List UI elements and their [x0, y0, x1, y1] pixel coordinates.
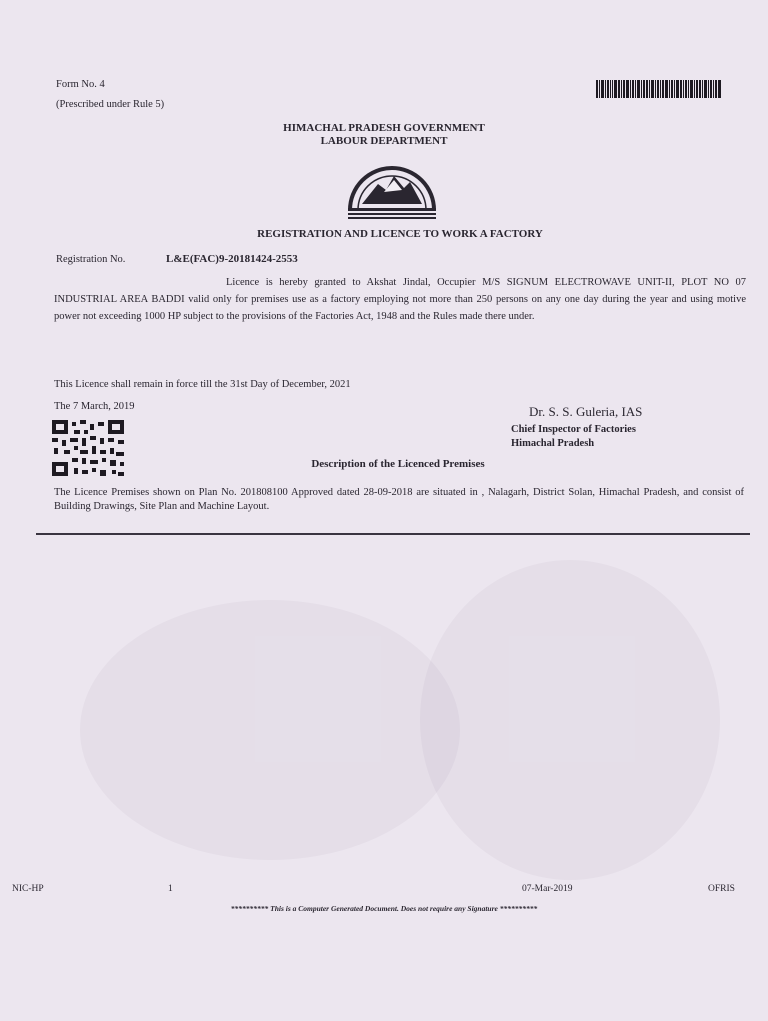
department-name: LABOUR DEPARTMENT: [320, 135, 448, 147]
scan-shadow: [80, 600, 460, 860]
footer-date: 07-Mar-2019: [522, 884, 573, 894]
registration-label: Registration No.: [56, 254, 126, 265]
signatory-name: Dr. S. S. Guleria, IAS: [529, 404, 643, 419]
footer-page-number: 1: [168, 884, 173, 894]
state-emblem-icon: [344, 158, 440, 220]
document-title: REGISTRATION AND LICENCE TO WORK A FACTORY: [257, 228, 543, 240]
divider: [36, 533, 750, 535]
licence-grant-paragraph: Licence is hereby granted to Akshat Jindal, Occupier M/S SIGNUM ELECTROWAVE UNIT-II, PLOT NO 07 INDUSTRIAL AREA BADDI valid only for premises use as a factory employing not more than 250 persons on any one day during the year and using motive power not exceeding 1000 HP subject to the provisions of the Factories Act, 1948 and the Rules made there under.: [54, 277, 746, 322]
issue-date: The 7 March, 2019: [54, 401, 135, 412]
scan-shadow: [420, 560, 720, 880]
registration-number: L&E(FAC)9-20181424-2553: [166, 253, 298, 265]
barcode: [596, 80, 736, 98]
signatory-designation: Chief Inspector of Factories: [511, 424, 636, 435]
validity-statement: This Licence shall remain in force till the 31st Day of December, 2021: [54, 379, 351, 390]
premises-heading: Description of the Licenced Premises: [311, 458, 485, 470]
government-name: HIMACHAL PRADESH GOVERNMENT: [283, 122, 485, 134]
footer-system: OFRIS: [708, 884, 735, 894]
signatory-state: Himachal Pradesh: [511, 438, 595, 449]
prescribed-rule: (Prescribed under Rule 5): [56, 99, 165, 110]
government-heading: [0, 122, 768, 148]
computer-generated-note: ********** This is a Computer Generated Document. Does not require any Signature **********: [230, 904, 538, 913]
premises-description: The Licence Premises shown on Plan No. 201808100 Approved dated 28-09-2018 are situated in , Nalagarh, District Solan, Himachal Pradesh, and consist of Building Drawings, Site Plan and Machine Layout.: [54, 487, 744, 512]
licence-grant-text: [54, 274, 746, 325]
footer-source: NIC-HP: [12, 884, 44, 894]
form-number: Form No. 4: [56, 79, 105, 90]
